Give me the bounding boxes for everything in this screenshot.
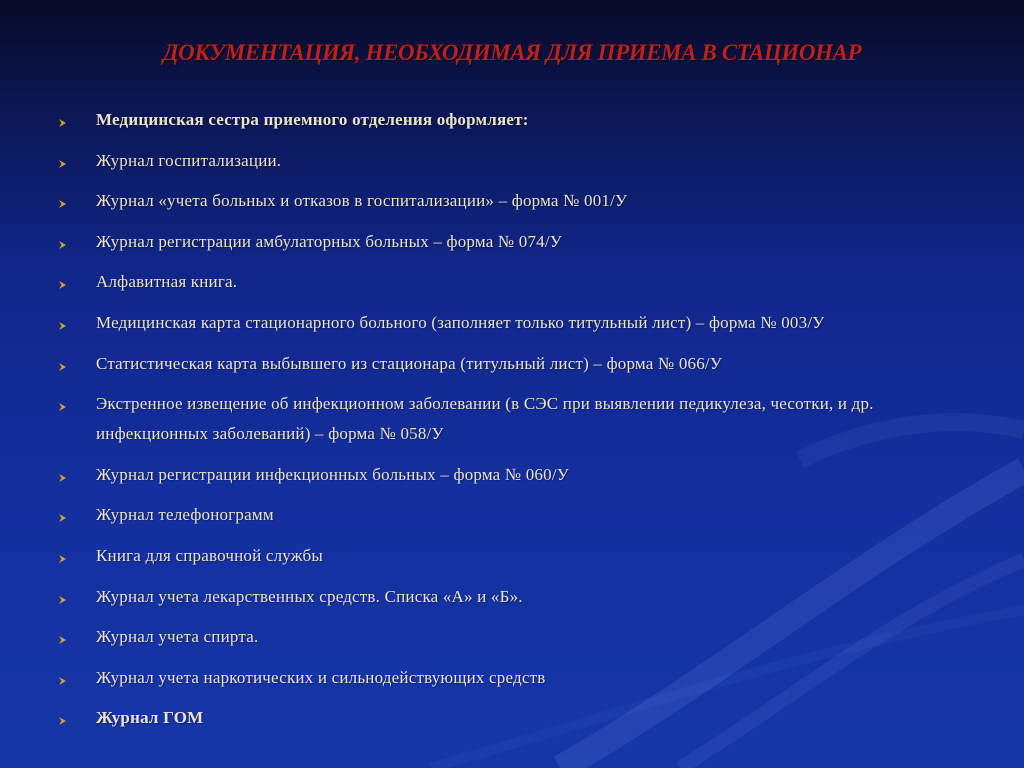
list-item-text: Экстренное извещение об инфекционном заболевании (в СЭС при выявлении педикулеза, чесотки, и др. инфекционных заболеваний) – форма № 058/У [96,394,874,444]
list-item-text: Журнал учета лекарственных средств. Списка «А» и «Б». [96,586,523,606]
arrowhead-bullet-icon [58,361,70,373]
list-item-text: Книга для справочной службы [96,545,323,565]
list-item-text: Журнал регистрации инфекционных больных – форма № 060/У [96,464,569,484]
list-item [58,349,958,379]
list-item [58,460,958,490]
list-item [58,500,958,530]
arrowhead-bullet-icon [58,472,70,484]
list-item-text: Журнал учета наркотических и сильнодействующих средств [96,667,546,687]
list-item-text: Журнал телефонограмм [96,505,274,525]
list-item-text: Журнал «учета больных и отказов в госпитализации» – форма № 001/У [96,191,628,211]
list-item-text: Медицинская сестра приемного отделения оформляет: [96,110,529,129]
list-item-text: Статистическая карта выбывшего из стационара (титульный лист) – форма № 066/У [96,353,723,373]
list-item [58,389,958,449]
list-item [58,227,958,257]
list-item [58,703,958,733]
list-item [58,582,958,612]
arrowhead-bullet-icon [58,634,70,646]
list-item-text: Журнал госпитализации. [96,150,282,170]
list-item-text: Журнал регистрации амбулаторных больных – форма № 074/У [96,231,563,251]
arrowhead-bullet-icon [58,158,70,170]
list-item-text: Алфавитная книга. [96,272,238,292]
arrowhead-bullet-icon [58,401,70,413]
arrowhead-bullet-icon [58,553,70,565]
list-item-text: Журнал учета спирта. [96,627,259,647]
arrowhead-bullet-icon [58,279,70,291]
list-item [58,267,958,297]
list-item [58,663,958,693]
list-item [58,308,958,338]
list-item-text: Журнал ГОМ [96,708,204,728]
list-item [58,146,958,176]
document-list [58,105,958,744]
arrowhead-bullet-icon [58,512,70,524]
arrowhead-bullet-icon [58,320,70,332]
arrowhead-bullet-icon [58,198,70,210]
list-item [58,541,958,571]
list-item [58,105,958,135]
list-item [58,622,958,652]
list-item-text: Медицинская карта стационарного больного (заполняет только титульный лист) – форма № 003/У [96,312,825,332]
arrowhead-bullet-icon [58,594,70,606]
arrowhead-bullet-icon [58,239,70,251]
slide-title: ДОКУМЕНТАЦИЯ, НЕОБХОДИМАЯ ДЛЯ ПРИЕМА В СТАЦИОНАР [162,40,862,65]
arrowhead-bullet-icon [58,675,70,687]
list-item [58,186,958,216]
arrowhead-bullet-icon [58,715,70,727]
arrowhead-bullet-icon [58,117,70,129]
